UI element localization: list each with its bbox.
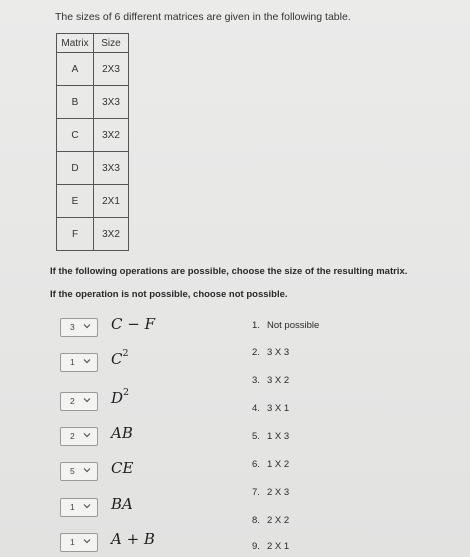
option-number: 9.: [252, 541, 260, 552]
matrix-cell: F: [57, 218, 94, 251]
option-label: 1 X 2: [267, 459, 290, 470]
size-cell: 3X3: [94, 152, 129, 185]
answer-dropdown[interactable]: [60, 533, 98, 552]
operation-expression: [111, 389, 129, 407]
table-row: [57, 119, 129, 152]
option-label: 3 X 3: [267, 347, 290, 358]
dropdown-value: 2: [70, 396, 75, 406]
option-label: 2 X 3: [267, 487, 290, 498]
instruction-possible: If the following operations are possible, choose the size of the resulting matrix.: [50, 266, 408, 277]
dropdown-value: 2: [70, 431, 75, 441]
table-row: [57, 53, 129, 86]
option-label: 3 X 1: [267, 403, 290, 414]
table-header-row: [57, 34, 129, 53]
option-item: [252, 487, 289, 498]
operation-base: D: [111, 389, 124, 407]
option-number: 2.: [252, 347, 260, 358]
operation-exponent: 2: [122, 348, 129, 359]
option-item: [252, 431, 289, 442]
operation-expression: [111, 350, 129, 368]
option-label: 3 X 2: [267, 375, 290, 386]
answer-dropdown[interactable]: [60, 462, 98, 481]
table-row: [57, 185, 129, 218]
operation-expression: [111, 424, 133, 442]
instruction-not-possible: If the operation is not possible, choose not possible.: [50, 289, 288, 300]
size-cell: 2X3: [94, 53, 129, 86]
operation-base: A + B: [111, 530, 155, 548]
option-label: Not possible: [267, 320, 320, 331]
matrix-cell: A: [57, 53, 94, 86]
option-item: [252, 541, 289, 552]
option-number: 5.: [252, 431, 260, 442]
size-cell: 3X3: [94, 86, 129, 119]
matrix-size-table: [56, 33, 129, 251]
option-label: 1 X 3: [267, 431, 290, 442]
operation-base: C − F: [111, 315, 155, 333]
operation-base: C: [111, 350, 123, 368]
operation-expression: [111, 495, 133, 513]
dropdown-value: 1: [70, 537, 75, 547]
option-number: 3.: [252, 375, 260, 386]
size-cell: 3X2: [94, 119, 129, 152]
table-row: [57, 86, 129, 119]
option-item: [252, 347, 289, 358]
matrix-cell: C: [57, 119, 94, 152]
answer-dropdown[interactable]: [60, 498, 98, 517]
table-row: [57, 218, 129, 251]
dropdown-value: 1: [70, 357, 75, 367]
option-item: [252, 515, 289, 526]
intro-text: The sizes of 6 different matrices are given in the following table.: [55, 11, 351, 23]
matrix-cell: B: [57, 86, 94, 119]
chevron-down-icon: [83, 537, 91, 545]
option-number: 4.: [252, 403, 260, 414]
operation-expression: [111, 315, 155, 333]
operation-expression: [111, 459, 133, 477]
option-item: [252, 459, 289, 470]
dropdown-value: 1: [70, 502, 75, 512]
chevron-down-icon: [83, 396, 91, 404]
operation-exponent: 2: [123, 387, 130, 398]
chevron-down-icon: [83, 322, 91, 330]
option-item: [252, 403, 289, 414]
chevron-down-icon: [83, 466, 91, 474]
operation-base: BA: [111, 495, 133, 513]
chevron-down-icon: [83, 357, 91, 365]
dropdown-value: 3: [70, 322, 75, 332]
operation-expression: [111, 530, 155, 548]
matrix-cell: E: [57, 185, 94, 218]
answer-dropdown[interactable]: [60, 353, 98, 372]
size-cell: 3X2: [94, 218, 129, 251]
operation-base: AB: [111, 424, 133, 442]
option-item: [252, 320, 319, 331]
option-number: 7.: [252, 487, 260, 498]
header-size: Size: [94, 34, 129, 53]
table-row: [57, 152, 129, 185]
option-number: 1.: [252, 320, 260, 331]
option-label: 2 X 2: [267, 515, 290, 526]
dropdown-value: 5: [70, 466, 75, 476]
option-item: [252, 375, 289, 386]
option-label: 2 X 1: [267, 541, 290, 552]
chevron-down-icon: [83, 502, 91, 510]
chevron-down-icon: [83, 431, 91, 439]
option-number: 6.: [252, 459, 260, 470]
header-matrix: Matrix: [57, 34, 94, 53]
option-number: 8.: [252, 515, 260, 526]
answer-dropdown[interactable]: [60, 427, 98, 446]
size-cell: 2X1: [94, 185, 129, 218]
answer-dropdown[interactable]: [60, 318, 98, 337]
answer-dropdown[interactable]: [60, 392, 98, 411]
operation-base: CE: [111, 459, 134, 477]
matrix-cell: D: [57, 152, 94, 185]
